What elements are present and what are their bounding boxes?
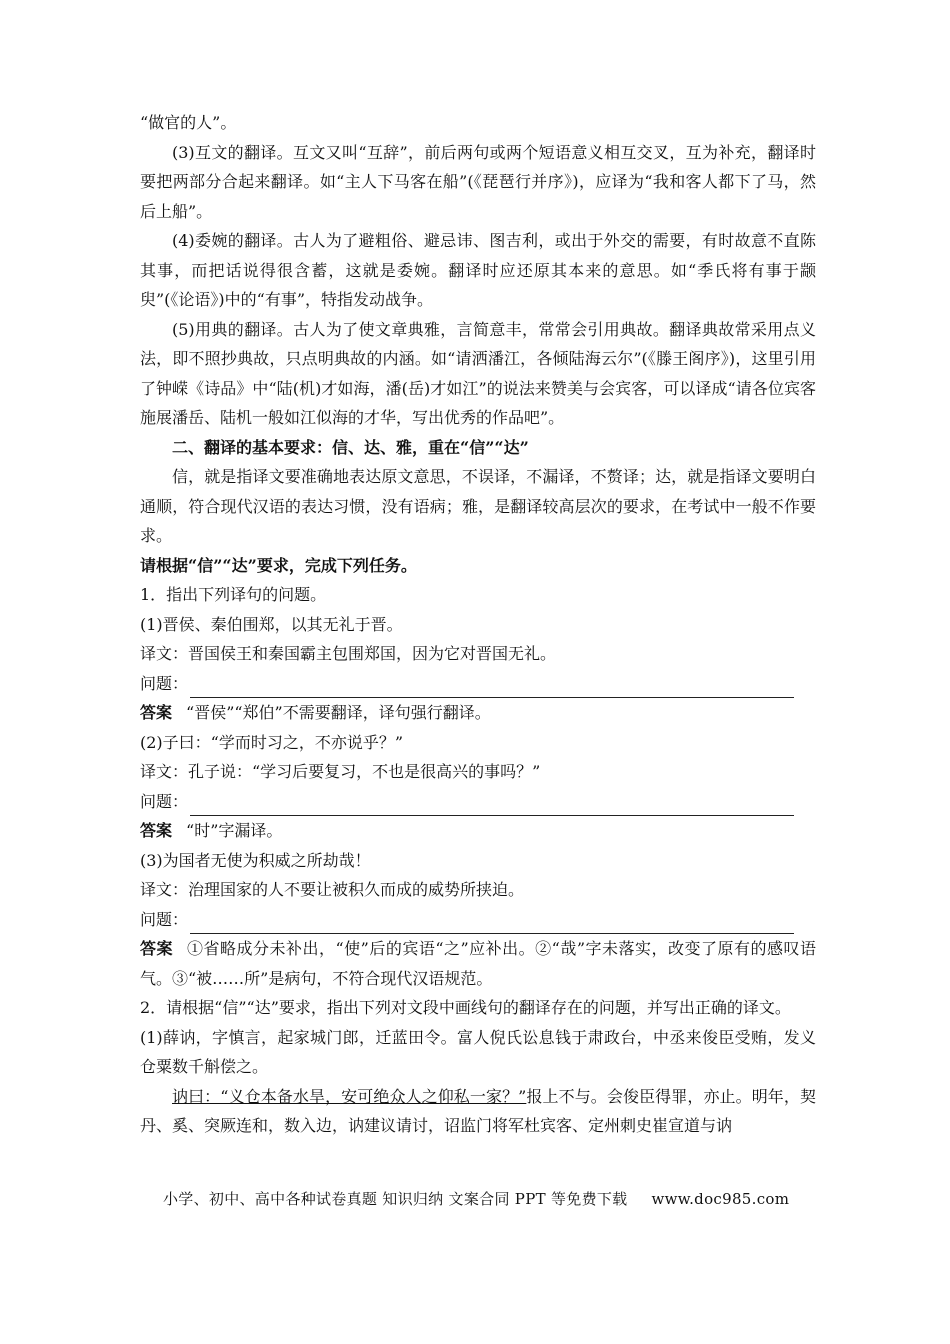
answer-tag: 答案 [140, 703, 173, 722]
translation-sentence: 译文：治理国家的人不要让被积久而成的威势所挟迫。 [140, 880, 525, 899]
section-heading: 二、翻译的基本要求：信、达、雅，重在“信”“达” [172, 437, 529, 457]
page-footer [163, 1188, 803, 1209]
answer-blank[interactable] [190, 676, 794, 698]
underlined-sentence: 讷曰：“义仓本备水旱，安可绝众人之仰私一家？” [172, 1086, 527, 1106]
answer-text: “晋侯”“郑伯”不需要翻译，译句强行翻译。 [186, 703, 491, 722]
paragraph-continuation: “做官的人”。 [140, 113, 237, 132]
answer-tag: 答案 [140, 821, 173, 840]
question-2: 2．请根据“信”“达”要求，指出下列对文段中画线句的翻译存在的问题，并写出正确的译文。 [140, 998, 791, 1017]
question-item-1 [140, 610, 816, 728]
source-sentence: (3)为国者无使为积威之所劫哉！ [140, 850, 371, 870]
answer-text: ①省略成分未补出，“使”后的宾语“之”应补出。②“哉”字未落实，改变了原有的感叹语气。③“被……所”是病句，不符合现代汉语规范。 [140, 939, 816, 988]
paragraph-weiwan: (4)委婉的翻译。古人为了避粗俗、避忌讳、图吉利，或出于外交的需要，有时故意不直陈其事，而把话说得很含蓄，这就是委婉。翻译时应还原其本来的意思。如“季氏将有事于颛臾”(《论语》)中的“有事”，特指发动战争。 [140, 231, 816, 309]
source-sentence: (1)晋侯、秦伯围郑，以其无礼于晋。 [140, 614, 403, 634]
paragraph-huwen: (3)互文的翻译。互文又叫“互辞”，前后两句或两个短语意义相互交叉，互为补充，翻译时要把两部分合起来翻译。如“主人下马客在船”(《琵琶行并序》)，应译为“我和客人都下了马，然后上船”。 [140, 142, 816, 221]
problem-line [140, 905, 816, 935]
translation-sentence: 译文：晋国侯王和秦国霸主包围郑国，因为它对晋国无礼。 [140, 644, 557, 663]
question-item-3 [140, 846, 816, 994]
problem-label: 问题： [140, 791, 189, 811]
problem-line [140, 669, 816, 699]
answer-line [140, 698, 816, 728]
problem-line [140, 787, 816, 817]
source-sentence: (2)子曰：“学而时习之，不亦说乎？” [140, 732, 404, 752]
document-body [140, 108, 816, 1141]
answer-blank[interactable] [190, 794, 794, 816]
passage-paragraph-1: (1)薛讷，字慎言，起家城门郎，迁蓝田令。富人倪氏讼息钱于肃政台，中丞来俊臣受贿，发义仓粟数千斛偿之。 [140, 1027, 816, 1076]
answer-text: “时”字漏译。 [186, 821, 283, 840]
answer-line [140, 934, 816, 993]
passage-paragraph-2 [140, 1082, 816, 1141]
problem-label: 问题： [140, 673, 189, 693]
footer-url[interactable]: www.doc985.com [651, 1190, 790, 1208]
paragraph-definition: 信，就是指译文要准确地表达原文意思，不误译，不漏译，不赘译；达，就是指译文要明白通顺，符合现代汉语的表达习惯，没有语病；雅，是翻译较高层次的要求，在考试中一般不作要求。 [140, 467, 816, 545]
answer-line [140, 816, 816, 846]
translation-sentence: 译文：孔子说：“学习后要复习，不也是很高兴的事吗？” [140, 762, 541, 781]
task-instruction: 请根据“信”“达”要求，完成下列任务。 [140, 555, 417, 575]
question-1: 1．指出下列译句的问题。 [140, 585, 327, 604]
passage-continuation: 报上不与。会俊臣得罪，亦止。明年，契丹、奚、突厥连和，数入边，讷建议请讨，诏监门将军杜宾客、定州刺史崔宣道与讷 [140, 1086, 816, 1135]
answer-tag: 答案 [140, 939, 173, 958]
paragraph-yongdian: (5)用典的翻译。古人为了使文章典雅，言简意丰，常常会引用典故。翻译典故常采用点义法，即不照抄典故，只点明典故的内涵。如“请洒潘江，各倾陆海云尔”(《滕王阁序》)，这里引用了钟嵘《诗品》中“陆(机)才如海，潘(岳)才如江”的说法来赞美与会宾客，可以译成“请各位宾客施展潘岳、陆机一般如江似海的才华，写出优秀的作品吧”。 [140, 319, 816, 427]
problem-label: 问题： [140, 909, 189, 929]
footer-text: 小学、初中、高中各种试卷真题 知识归纳 文案合同 PPT 等免费下载 [163, 1190, 628, 1208]
answer-blank[interactable] [190, 912, 794, 934]
question-item-2 [140, 728, 816, 846]
